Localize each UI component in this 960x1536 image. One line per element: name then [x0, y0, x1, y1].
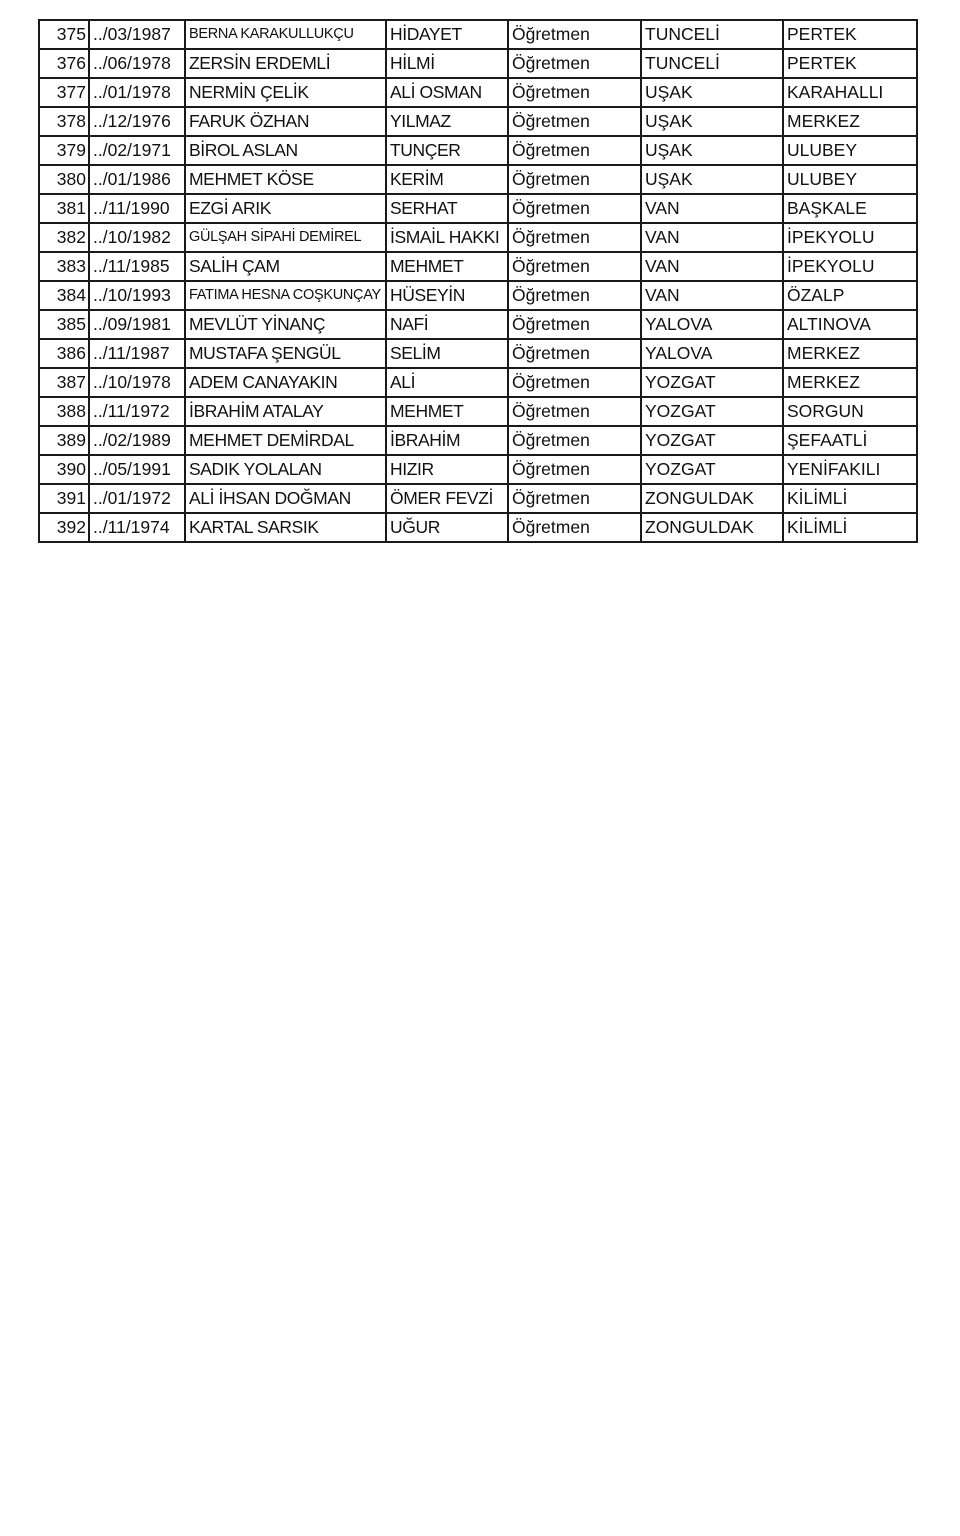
province-cell: UŞAK: [641, 165, 783, 194]
father-name-cell: ÖMER FEVZİ: [386, 484, 508, 513]
full-name-cell: ADEM CANAYAKIN: [185, 368, 386, 397]
father-name-cell: MEHMET: [386, 397, 508, 426]
district-cell: İPEKYOLU: [783, 252, 917, 281]
row-number-cell: 379: [39, 136, 89, 165]
table-row: [39, 49, 917, 78]
table-row: [39, 339, 917, 368]
father-name-cell: KERİM: [386, 165, 508, 194]
birth-date-cell: ../05/1991: [89, 455, 185, 484]
row-number-cell: 377: [39, 78, 89, 107]
row-number-cell: 382: [39, 223, 89, 252]
district-cell: BAŞKALE: [783, 194, 917, 223]
job-title-cell: Öğretmen: [508, 107, 641, 136]
row-number-cell: 390: [39, 455, 89, 484]
birth-date-cell: ../01/1986: [89, 165, 185, 194]
birth-date-cell: ../02/1989: [89, 426, 185, 455]
birth-date-cell: ../11/1987: [89, 339, 185, 368]
birth-date-cell: ../06/1978: [89, 49, 185, 78]
full-name-cell: MEHMET DEMİRDAL: [185, 426, 386, 455]
father-name-cell: YILMAZ: [386, 107, 508, 136]
job-title-cell: Öğretmen: [508, 136, 641, 165]
father-name-cell: HIZIR: [386, 455, 508, 484]
district-cell: MERKEZ: [783, 368, 917, 397]
job-title-cell: Öğretmen: [508, 20, 641, 49]
job-title-cell: Öğretmen: [508, 194, 641, 223]
full-name-cell: FATIMA HESNA COŞKUNÇAY: [185, 281, 386, 310]
row-number-cell: 384: [39, 281, 89, 310]
table-row: [39, 310, 917, 339]
table-row: [39, 223, 917, 252]
father-name-cell: SELİM: [386, 339, 508, 368]
table-row: [39, 368, 917, 397]
birth-date-cell: ../10/1978: [89, 368, 185, 397]
table-row: [39, 281, 917, 310]
birth-date-cell: ../01/1978: [89, 78, 185, 107]
province-cell: YALOVA: [641, 339, 783, 368]
full-name-cell: MEVLÜT YİNANÇ: [185, 310, 386, 339]
job-title-cell: Öğretmen: [508, 513, 641, 542]
father-name-cell: HİDAYET: [386, 20, 508, 49]
row-number-cell: 383: [39, 252, 89, 281]
row-number-cell: 376: [39, 49, 89, 78]
district-cell: ŞEFAATLİ: [783, 426, 917, 455]
province-cell: YOZGAT: [641, 426, 783, 455]
job-title-cell: Öğretmen: [508, 397, 641, 426]
father-name-cell: UĞUR: [386, 513, 508, 542]
province-cell: ZONGULDAK: [641, 513, 783, 542]
full-name-cell: BİROL ASLAN: [185, 136, 386, 165]
province-cell: YOZGAT: [641, 368, 783, 397]
birth-date-cell: ../11/1972: [89, 397, 185, 426]
district-cell: MERKEZ: [783, 107, 917, 136]
full-name-cell: SALİH ÇAM: [185, 252, 386, 281]
table-row: [39, 455, 917, 484]
table-row: [39, 78, 917, 107]
table-row: [39, 20, 917, 49]
table-row: [39, 194, 917, 223]
district-cell: İPEKYOLU: [783, 223, 917, 252]
full-name-cell: GÜLŞAH SİPAHİ DEMİREL: [185, 223, 386, 252]
job-title-cell: Öğretmen: [508, 368, 641, 397]
father-name-cell: ALİ OSMAN: [386, 78, 508, 107]
row-number-cell: 388: [39, 397, 89, 426]
table-row: [39, 513, 917, 542]
table-row: [39, 397, 917, 426]
table-row: [39, 484, 917, 513]
row-number-cell: 389: [39, 426, 89, 455]
full-name-cell: FARUK ÖZHAN: [185, 107, 386, 136]
district-cell: KARAHALLI: [783, 78, 917, 107]
row-number-cell: 378: [39, 107, 89, 136]
birth-date-cell: ../02/1971: [89, 136, 185, 165]
birth-date-cell: ../10/1993: [89, 281, 185, 310]
province-cell: VAN: [641, 252, 783, 281]
birth-date-cell: ../03/1987: [89, 20, 185, 49]
row-number-cell: 380: [39, 165, 89, 194]
birth-date-cell: ../09/1981: [89, 310, 185, 339]
province-cell: UŞAK: [641, 136, 783, 165]
province-cell: VAN: [641, 223, 783, 252]
province-cell: UŞAK: [641, 78, 783, 107]
job-title-cell: Öğretmen: [508, 165, 641, 194]
job-title-cell: Öğretmen: [508, 455, 641, 484]
full-name-cell: ALİ İHSAN DOĞMAN: [185, 484, 386, 513]
province-cell: YOZGAT: [641, 397, 783, 426]
father-name-cell: İBRAHİM: [386, 426, 508, 455]
district-cell: MERKEZ: [783, 339, 917, 368]
job-title-cell: Öğretmen: [508, 484, 641, 513]
province-cell: TUNCELİ: [641, 49, 783, 78]
full-name-cell: EZGİ ARIK: [185, 194, 386, 223]
table-row: [39, 252, 917, 281]
province-cell: VAN: [641, 194, 783, 223]
district-cell: YENİFAKILI: [783, 455, 917, 484]
job-title-cell: Öğretmen: [508, 426, 641, 455]
row-number-cell: 391: [39, 484, 89, 513]
row-number-cell: 392: [39, 513, 89, 542]
province-cell: UŞAK: [641, 107, 783, 136]
full-name-cell: İBRAHİM ATALAY: [185, 397, 386, 426]
full-name-cell: MEHMET KÖSE: [185, 165, 386, 194]
province-cell: YOZGAT: [641, 455, 783, 484]
row-number-cell: 387: [39, 368, 89, 397]
full-name-cell: KARTAL SARSIK: [185, 513, 386, 542]
district-cell: PERTEK: [783, 20, 917, 49]
job-title-cell: Öğretmen: [508, 281, 641, 310]
birth-date-cell: ../10/1982: [89, 223, 185, 252]
father-name-cell: MEHMET: [386, 252, 508, 281]
father-name-cell: SERHAT: [386, 194, 508, 223]
father-name-cell: HÜSEYİN: [386, 281, 508, 310]
full-name-cell: NERMİN ÇELİK: [185, 78, 386, 107]
birth-date-cell: ../11/1985: [89, 252, 185, 281]
father-name-cell: ALİ: [386, 368, 508, 397]
birth-date-cell: ../11/1974: [89, 513, 185, 542]
district-cell: ÖZALP: [783, 281, 917, 310]
father-name-cell: TUNÇER: [386, 136, 508, 165]
birth-date-cell: ../11/1990: [89, 194, 185, 223]
job-title-cell: Öğretmen: [508, 49, 641, 78]
district-cell: ALTINOVA: [783, 310, 917, 339]
full-name-cell: SADIK YOLALAN: [185, 455, 386, 484]
table-row: [39, 136, 917, 165]
row-number-cell: 381: [39, 194, 89, 223]
father-name-cell: HİLMİ: [386, 49, 508, 78]
province-cell: ZONGULDAK: [641, 484, 783, 513]
birth-date-cell: ../01/1972: [89, 484, 185, 513]
father-name-cell: İSMAİL HAKKI: [386, 223, 508, 252]
district-cell: PERTEK: [783, 49, 917, 78]
appointment-list-table: [38, 19, 918, 543]
job-title-cell: Öğretmen: [508, 252, 641, 281]
father-name-cell: NAFİ: [386, 310, 508, 339]
job-title-cell: Öğretmen: [508, 223, 641, 252]
district-cell: ULUBEY: [783, 136, 917, 165]
birth-date-cell: ../12/1976: [89, 107, 185, 136]
row-number-cell: 375: [39, 20, 89, 49]
full-name-cell: ZERSİN ERDEMLİ: [185, 49, 386, 78]
job-title-cell: Öğretmen: [508, 339, 641, 368]
full-name-cell: MUSTAFA ŞENGÜL: [185, 339, 386, 368]
district-cell: SORGUN: [783, 397, 917, 426]
job-title-cell: Öğretmen: [508, 78, 641, 107]
district-cell: ULUBEY: [783, 165, 917, 194]
province-cell: YALOVA: [641, 310, 783, 339]
job-title-cell: Öğretmen: [508, 310, 641, 339]
province-cell: TUNCELİ: [641, 20, 783, 49]
district-cell: KİLİMLİ: [783, 513, 917, 542]
row-number-cell: 385: [39, 310, 89, 339]
table-row: [39, 426, 917, 455]
district-cell: KİLİMLİ: [783, 484, 917, 513]
full-name-cell: BERNA KARAKULLUKÇU: [185, 20, 386, 49]
table-body: [39, 20, 917, 542]
province-cell: VAN: [641, 281, 783, 310]
table-row: [39, 107, 917, 136]
table-row: [39, 165, 917, 194]
row-number-cell: 386: [39, 339, 89, 368]
